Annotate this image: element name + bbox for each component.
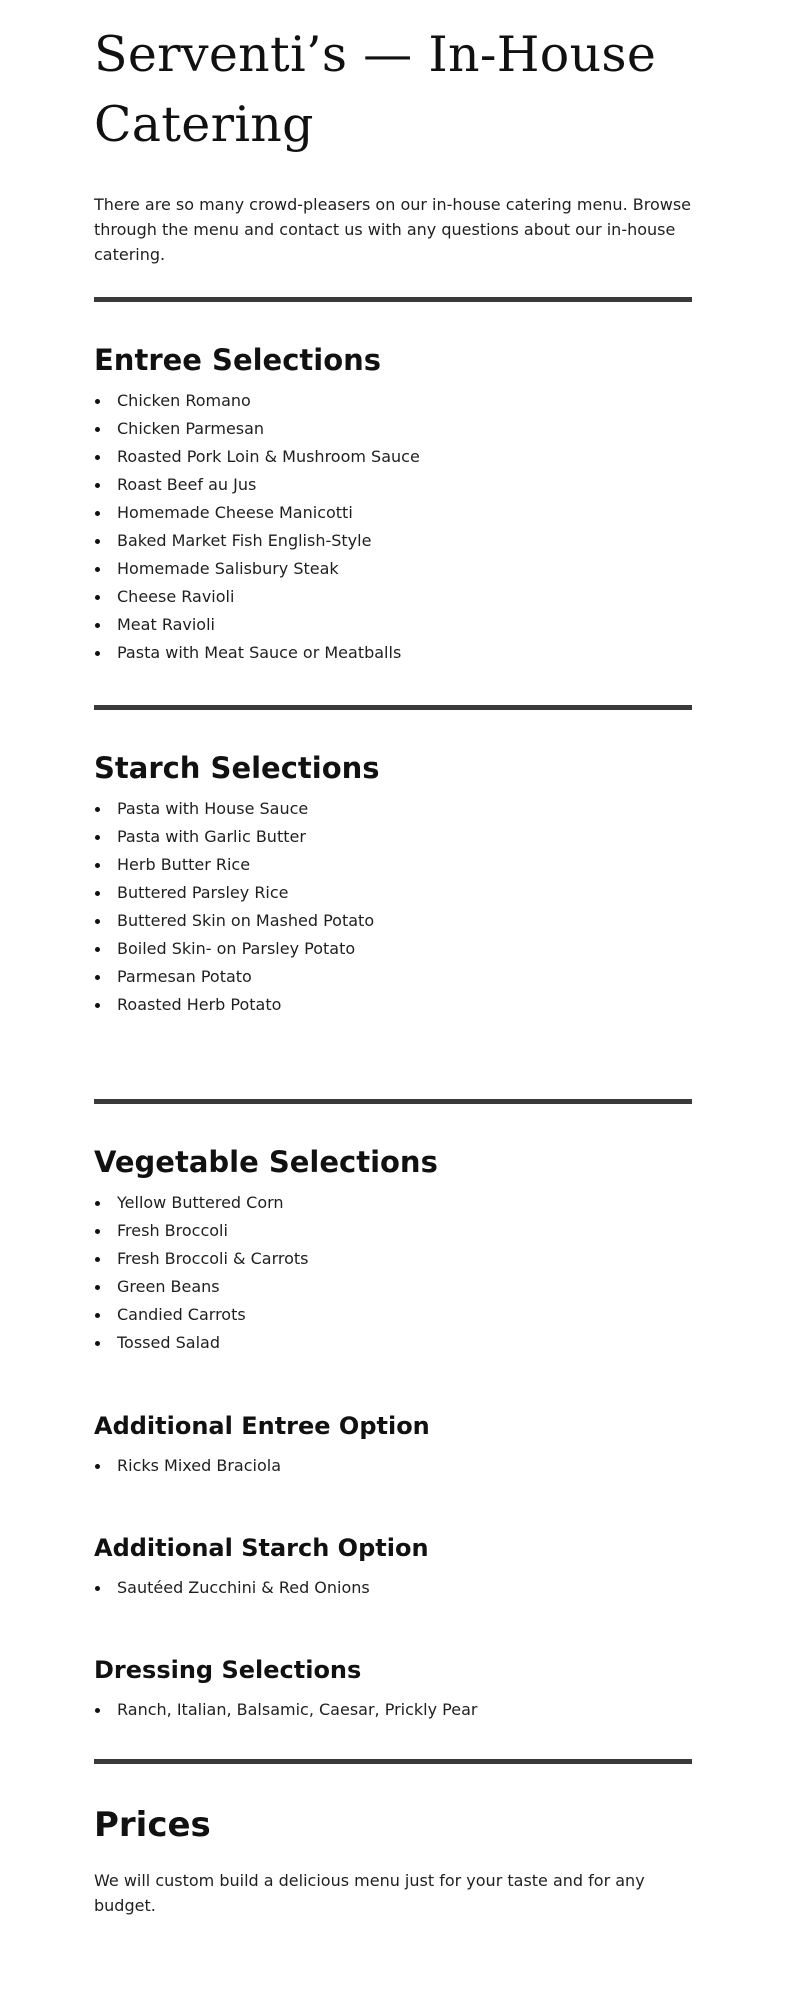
list-item: Sautéed Zucchini & Red Onions <box>94 1574 692 1602</box>
list-item: Ranch, Italian, Balsamic, Caesar, Prickly Pear <box>94 1696 692 1724</box>
section-separator <box>94 1759 692 1764</box>
list-item: Meat Ravioli <box>94 611 692 639</box>
list-item: Chicken Romano <box>94 387 692 415</box>
prices-heading: Prices <box>94 1805 211 1845</box>
page-content <box>94 20 692 1918</box>
list-item: Parmesan Potato <box>94 963 692 991</box>
list-item: Fresh Broccoli <box>94 1217 692 1245</box>
list-item: Pasta with Garlic Butter <box>94 823 692 851</box>
starch-list <box>94 795 692 1019</box>
dressing-list <box>94 1696 692 1724</box>
page-title: Serventi’s — In-House Catering <box>94 26 657 153</box>
list-item: Pasta with House Sauce <box>94 795 692 823</box>
section-separator <box>94 297 692 302</box>
dressing-heading: Dressing Selections <box>94 1656 362 1684</box>
list-item: Baked Market Fish English-Style <box>94 527 692 555</box>
list-item: Fresh Broccoli & Carrots <box>94 1245 692 1273</box>
additional-entree-list <box>94 1452 692 1480</box>
additional-entree-heading: Additional Entree Option <box>94 1412 430 1440</box>
vegetable-heading: Vegetable Selections <box>94 1145 438 1179</box>
list-item: Candied Carrots <box>94 1301 692 1329</box>
list-item: Yellow Buttered Corn <box>94 1189 692 1217</box>
vegetable-list <box>94 1189 692 1357</box>
list-item: Green Beans <box>94 1273 692 1301</box>
entree-list <box>94 387 692 667</box>
list-item: Buttered Parsley Rice <box>94 879 692 907</box>
list-item: Boiled Skin- on Parsley Potato <box>94 935 692 963</box>
list-item: Homemade Cheese Manicotti <box>94 499 692 527</box>
prices-text: We will custom build a delicious menu just for your taste and for any budget. <box>94 1871 645 1915</box>
list-item: Roast Beef au Jus <box>94 471 692 499</box>
list-item: Chicken Parmesan <box>94 415 692 443</box>
intro-paragraph: There are so many crowd-pleasers on our in-house catering menu. Browse through the menu and contact us with any questions about our in-house catering. <box>94 195 691 264</box>
list-item: Homemade Salisbury Steak <box>94 555 692 583</box>
starch-heading: Starch Selections <box>94 751 380 785</box>
entree-heading: Entree Selections <box>94 343 382 377</box>
list-item: Tossed Salad <box>94 1329 692 1357</box>
additional-starch-list <box>94 1574 692 1602</box>
list-item: Roasted Pork Loin & Mushroom Sauce <box>94 443 692 471</box>
list-item: Roasted Herb Potato <box>94 991 692 1019</box>
section-separator <box>94 705 692 710</box>
list-item: Cheese Ravioli <box>94 583 692 611</box>
list-item: Buttered Skin on Mashed Potato <box>94 907 692 935</box>
list-item: Herb Butter Rice <box>94 851 692 879</box>
section-separator <box>94 1099 692 1104</box>
additional-starch-heading: Additional Starch Option <box>94 1534 429 1562</box>
list-item: Ricks Mixed Braciola <box>94 1452 692 1480</box>
list-item: Pasta with Meat Sauce or Meatballs <box>94 639 692 667</box>
